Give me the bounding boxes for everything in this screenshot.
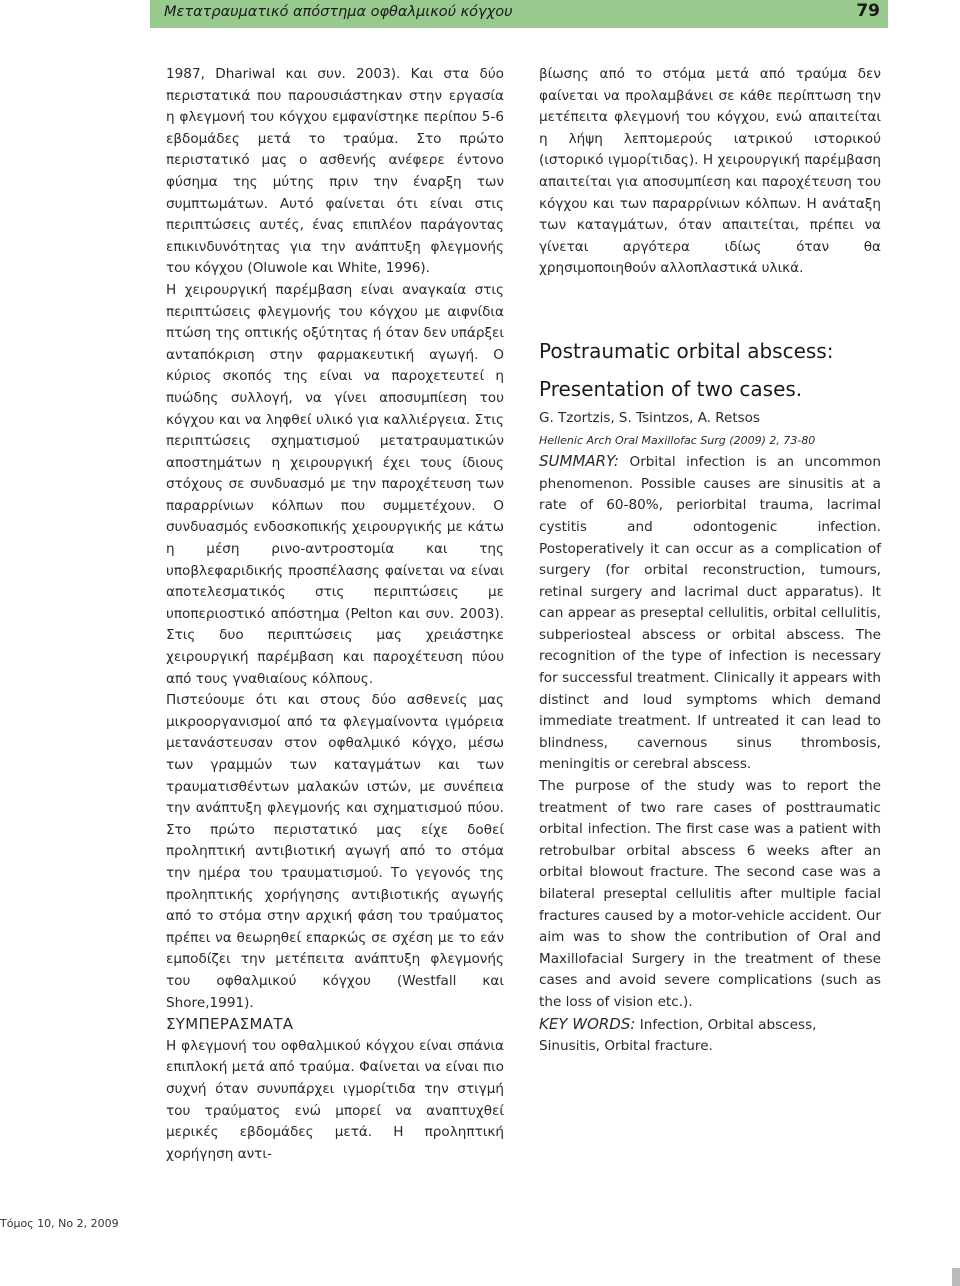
- page-edge-mark: [952, 1268, 960, 1286]
- right-column: [539, 64, 881, 1058]
- page-number: 79: [856, 1, 880, 21]
- body-paragraph: 1987, Dhariwal και συν. 2003). Και στα δύο περιστατικά που παρουσιάστηκαν στην εργασία η φλεγμονή του κόγχου εμφανίστηκε περίπου 5-6 εβδομάδες μετά το τραύμα. Στο πρώτο περιστατικό μας ο ασθενής ανέφερε έντονο φύσημα της μύτης πριν την έναρξη των συμπτωμάτων. Αυτό φαίνεται ότι είναι στις περιπτώσεις αυτές, ένας επιπλέον παράγοντας επικινδυνότητας για την ανάπτυξη φλεγμονής του κόγχου (Oluwole και White, 1996).: [166, 66, 504, 277]
- keywords-text: Infection, Orbital abscess, Sinusitis, Orbital fracture.: [539, 1016, 817, 1055]
- authors: G. Tzortzis, S. Tsintzos, A. Retsos: [539, 409, 760, 426]
- keywords-label: KEY WORDS:: [539, 1014, 636, 1033]
- body-paragraph: βίωσης από το στόμα μετά από τραύμα δεν φαίνεται να προλαμβάνει σε κάθε περίπτωση την μετέπειτα φλεγμονή του κόγχου, ενώ απαιτείται η λήψη λεπτομερούς ιατρικού ιστορικού (ιστορικό ιγμορίτιδας). Η χειρουργική παρέμβαση απαιτείται για αποσυμπίεση και παροχέτευση του κόγχου και των παραρρίνιων κόλπων. Η ανάταξη των καταγμάτων, όταν απαιτείται, πρέπει να γίνεται αργότερα ιδίως όταν θα χρησιμοποιηθούν αλλοπλαστικά υλικά.: [539, 66, 881, 277]
- running-header: [150, 0, 888, 28]
- summary-label: SUMMARY:: [539, 452, 619, 471]
- left-column: [166, 64, 504, 1165]
- body-paragraph: Η χειρουργική παρέμβαση είναι αναγκαία στις περιπτώσεις φλεγμονής του κόγχου με αιφνίδια πτώση της οπτικής οξύτητας ή όταν δεν υπάρξει ανταπόκριση στην φαρμακευτική αγωγή. Ο κύριος σκοπός της είναι να παροχετευτεί η πυώδης συλλογή, να γίνει αποσυμπίεση του κόγχου και να ληφθεί υλικό για καλλιέργεια. Στις περιπτώσεις σχηματισμού μετατραυματικών αποστημάτων η χειρουργική έχει τους ίδιους στόχους σε συνδυασμό με την παροχέτευση των παραρρίνιων κόλπων που συμμετέχουν. Ο συνδυασμός ενδοσκοπικής χειρουργικής με κάτω η μέση ρινο-αντροστομία και της υποβλεφαριδικής προσπέλασης φαίνεται να είναι αποτελεσματικός στις περιπτώσεις με υποπεριοστικό απόστημα (Pelton και συν. 2003). Στις δυο περιπτώσεις μας χρειάστηκε χειρουργική παρέμβαση και παροχέτευση πύου από τους γναθιαίους κόλπους.: [166, 281, 504, 687]
- summary-text: Orbital infection is an uncommon phenomenon. Possible causes are sinusitis at a rate of 60-80%, periorbital trauma, lacrimal cystitis and odontogenic infection. Postoperatively it can occur as a complication of surgery (for orbital reconstruction, tumours, retinal surgery and lacrimal duct apparatus). It can appear as preseptal cellulitis, orbital cellulitis, subperiosteal abscess or orbital abscess. The recognition of the type of infection is necessary for successful treatment. Clinically it appears with distinct and loud symptoms which demand immediate treatment. If untreated it can lead to blindness, cavernous sinus thrombosis, meningitis or cerebral abscess.: [539, 454, 881, 773]
- english-title-line: Postraumatic orbital abscess:: [539, 338, 834, 363]
- summary-paragraph: [539, 451, 881, 776]
- section-heading-conclusions: ΣΥΜΠΕΡΑΣΜΑΤΑ: [166, 1015, 294, 1034]
- keywords-paragraph: [539, 1014, 881, 1058]
- english-article-title: [539, 332, 881, 408]
- journal-citation: Hellenic Arch Oral Maxillofac Surg (2009) 2, 73-80: [539, 433, 816, 447]
- summary-paragraph: The purpose of the study was to report the treatment of two rare cases of posttraumatic orbital infection. The first case was a patient with retrobulbar orbital abscess 6 weeks after an orbital blowout fracture. The second case was a bilateral preseptal cellulitis after multiple facial fractures caused by a motor-vehicle accident. Our aim was to show the contribution of Oral and Maxillofacial Surgery in the treatment of these cases and avoid severe complications (such as the loss of vision etc.).: [539, 778, 881, 1010]
- footer-volume: Τόμος 10, Νο 2, 2009: [0, 1217, 119, 1230]
- running-header-title: Μετατραυματικό απόστημα οφθαλμικού κόγχου: [164, 4, 513, 20]
- body-paragraph: Πιστεύουμε ότι και στους δύο ασθενείς μας μικροοργανισμοί από τα φλεγμαίνοντα ιγμόρεια μετανάστευσαν στον οφθαλμικό κόγχο, μέσω των γραμμών των καταγμάτων και των τραυματισθέντων μαλακών ιστών, με συνέπεια την ανάπτυξη φλεγμονής και σχηματισμού πύου. Στο πρώτο περιστατικό μας είχε δοθεί προληπτική αντιβιοτική αγωγή από το στόμα την ημέρα του τραυματισμού. Το γεγονός της προληπτικής χορήγησης αντιβιοτικής αγωγής από το στόμα στην αρχική φάση του τραύματος πρέπει να θεωρηθεί επαρκώς σε σχέση με το εάν εμποδίζει την μετέπειτα ανάπτυξη φλεγμονής του οφθαλμικού κόγχου (Westfall και Shore,1991).: [166, 692, 504, 1011]
- body-paragraph: Η φλεγμονή του οφθαλμικού κόγχου είναι σπάνια επιπλοκή μετά από τραύμα. Φαίνεται να είναι πιο συχνή όταν συνυπάρχει ιγμορίτιδα την στιγμή του τραύματος ενώ μπορεί να αναπτυχθεί μερικές εβδομάδες μετά. Η προληπτική χορήγηση αντι-: [166, 1037, 504, 1162]
- english-title-line: Presentation of two cases.: [539, 376, 803, 401]
